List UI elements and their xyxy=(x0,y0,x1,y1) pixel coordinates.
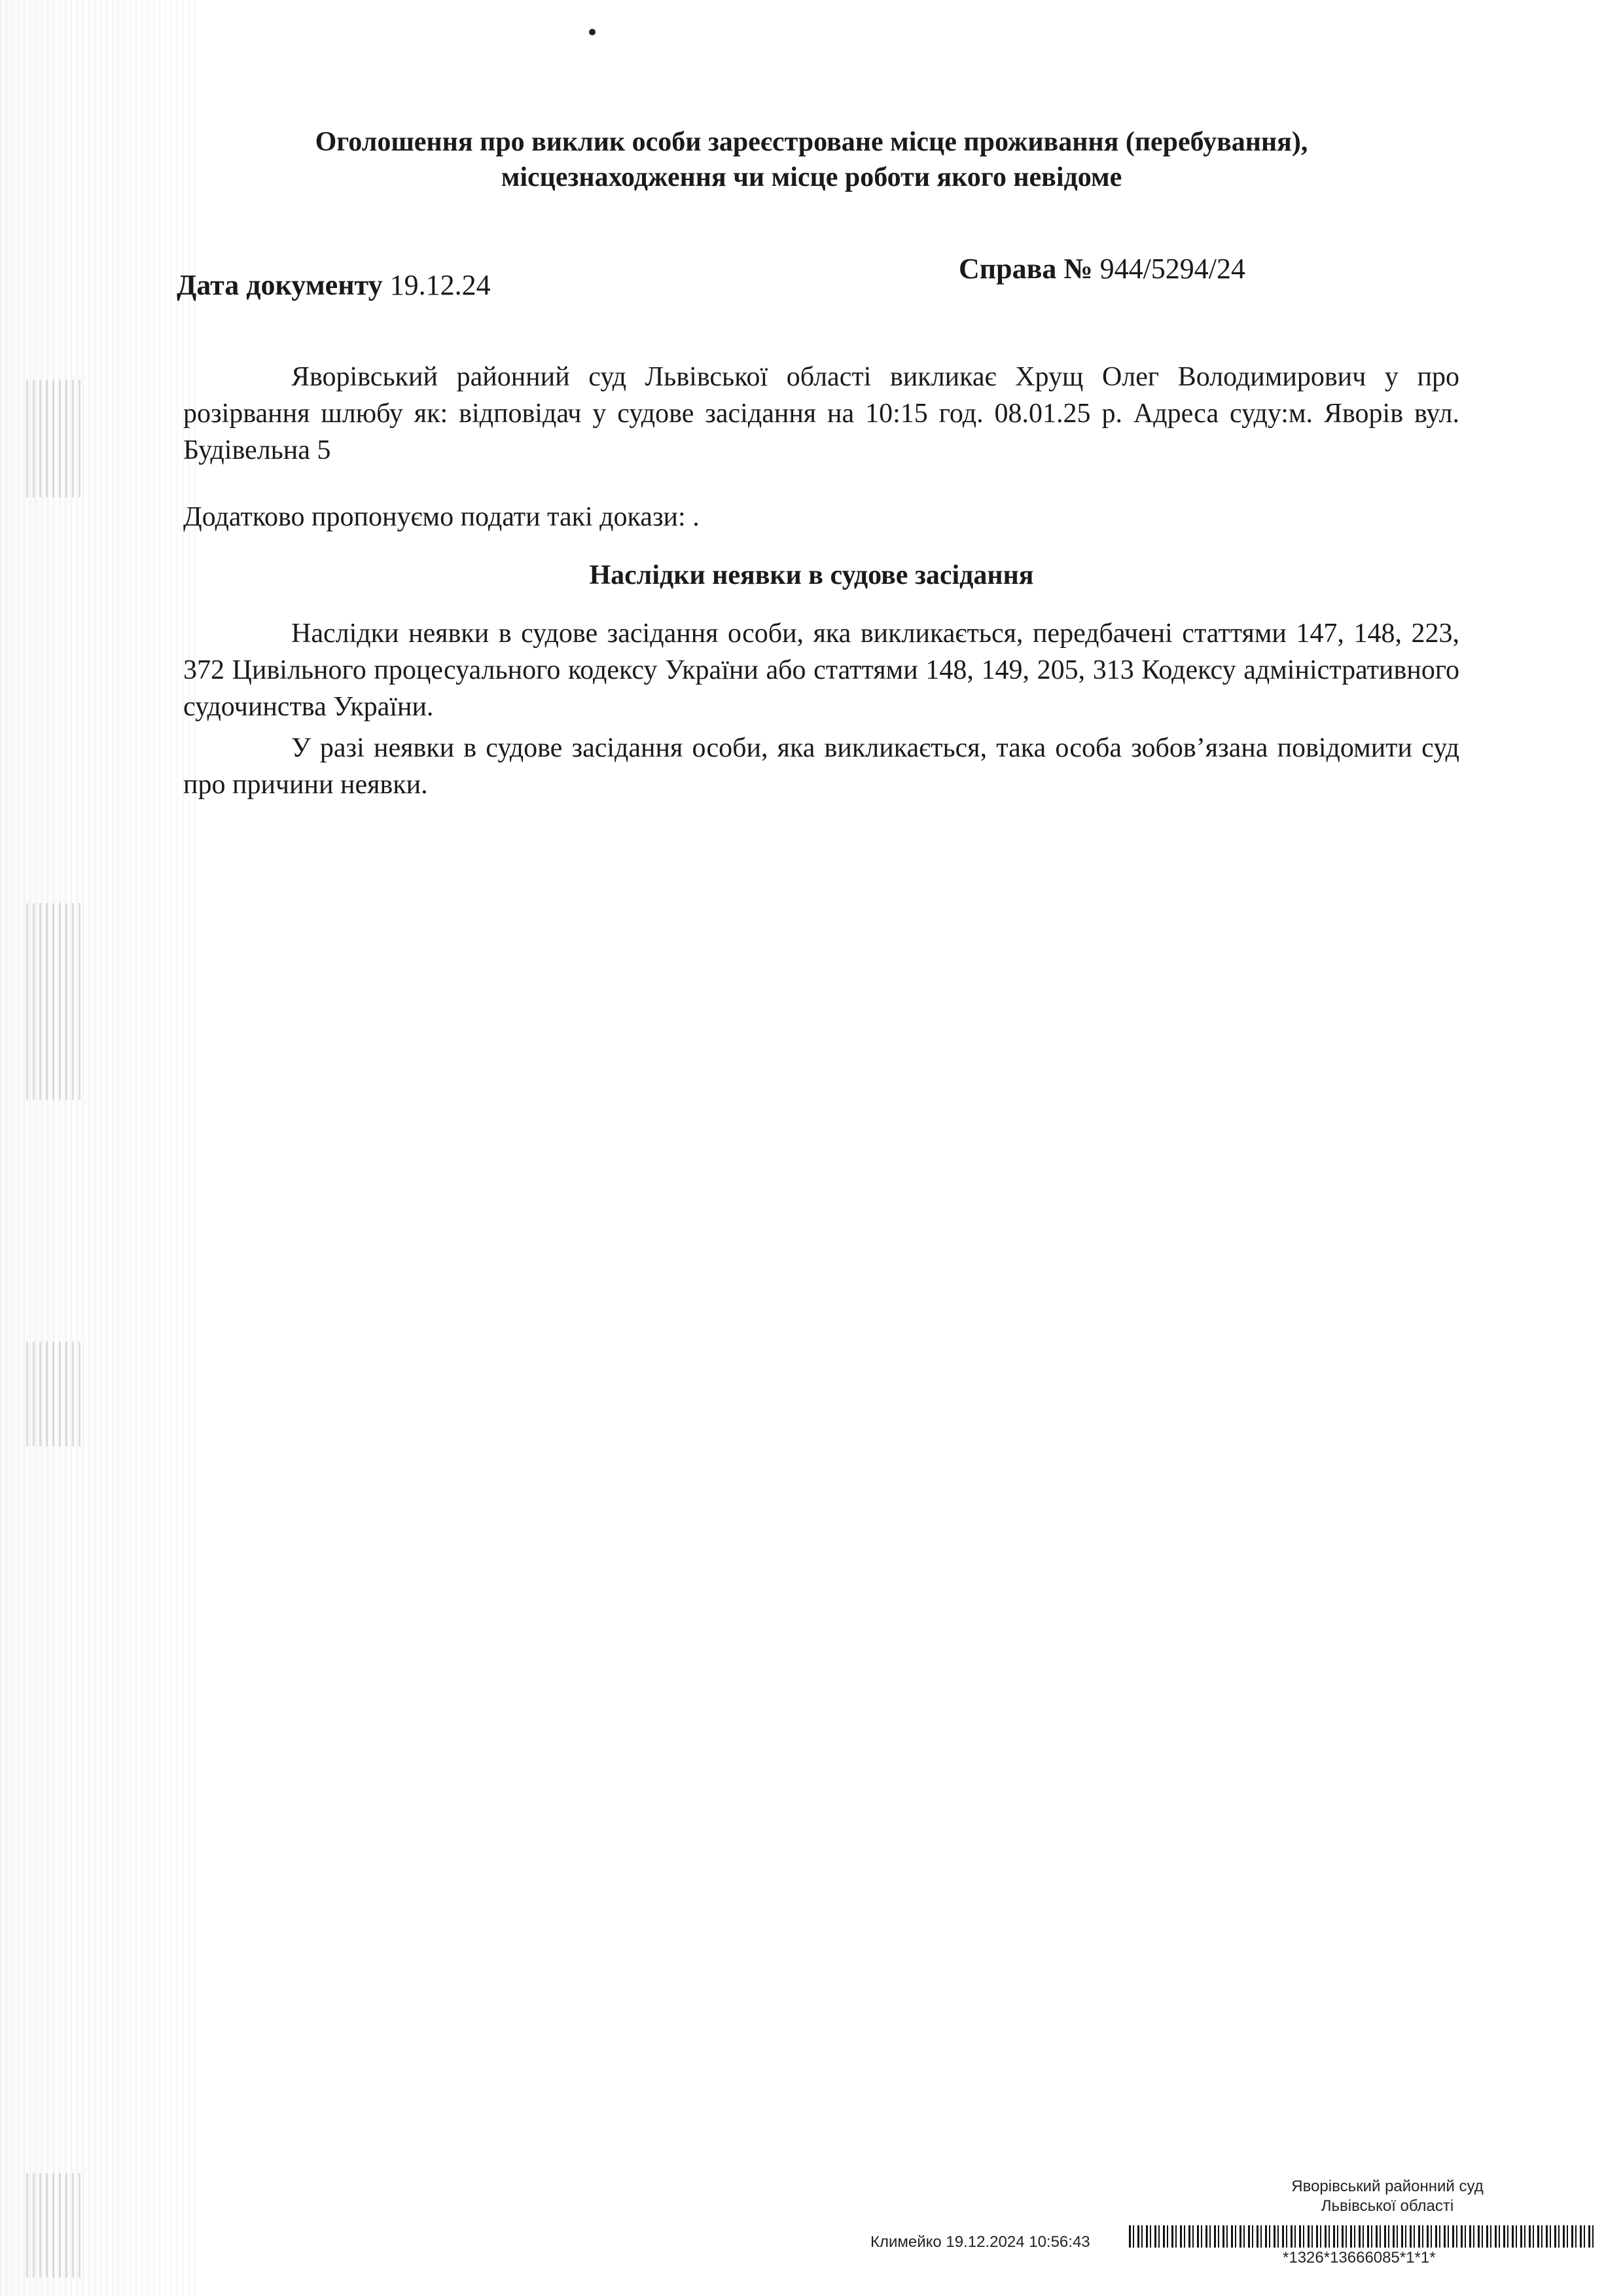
court-stamp xyxy=(1270,2177,1505,2216)
evidence-paragraph: Додатково пропонуємо подати такі докази: . xyxy=(183,502,700,532)
case-value: 944/5294/24 xyxy=(1099,253,1246,285)
scan-streak xyxy=(26,1342,85,1446)
scan-edge-shadow xyxy=(0,0,196,2296)
clerk-timestamp: Климейко 19.12.2024 10:56:43 xyxy=(870,2233,1090,2251)
summons-paragraph: Яворівський районний суд Львівської області викликає Хрущ Олег Володимирович у про розірвання шлюбу як: відповідач у судове засідання на 10:15 год. 08.01.25 р. Адреса суду:м. Яворів вул. Будівельна 5 xyxy=(183,362,1459,465)
date-value: 19.12.24 xyxy=(389,269,491,301)
obligation-paragraph: У разі неявки в судове засідання особи, яка викликається, така особа зобов’язана повідомити суд про причини неявки. xyxy=(183,733,1459,800)
stamp-court-region: Львівської області xyxy=(1321,2197,1454,2215)
document-title xyxy=(170,124,1453,195)
scan-streak xyxy=(26,2173,85,2278)
scan-streak xyxy=(26,903,85,1100)
barcode xyxy=(1129,2225,1597,2248)
title-line-1: Оголошення про виклик особи зареєстроване місце проживання (перебування), xyxy=(315,127,1308,157)
title-line-2: місцезнаходження чи місце роботи якого невідоме xyxy=(501,162,1122,192)
barcode-number: *1326*13666085*1*1* xyxy=(1283,2249,1436,2267)
document-date xyxy=(177,268,491,302)
consequences-heading: Наслідки неявки в судове засідання xyxy=(589,560,1034,590)
stamp-court-name: Яворівський районний суд xyxy=(1291,2178,1484,2195)
date-label: Дата документу xyxy=(177,269,383,301)
consequences-paragraph: Наслідки неявки в судове засідання особи, яка викликається, передбачені статтями 147, 148, 223, 372 Цивільного процесуального кодексу України або статтями 148, 149, 205, 313 Кодексу адміністративного судочинства України. xyxy=(183,619,1459,722)
scan-streak xyxy=(26,380,85,497)
case-label: Справа № xyxy=(959,253,1093,285)
case-number xyxy=(959,252,1245,285)
ink-speck xyxy=(589,29,596,35)
